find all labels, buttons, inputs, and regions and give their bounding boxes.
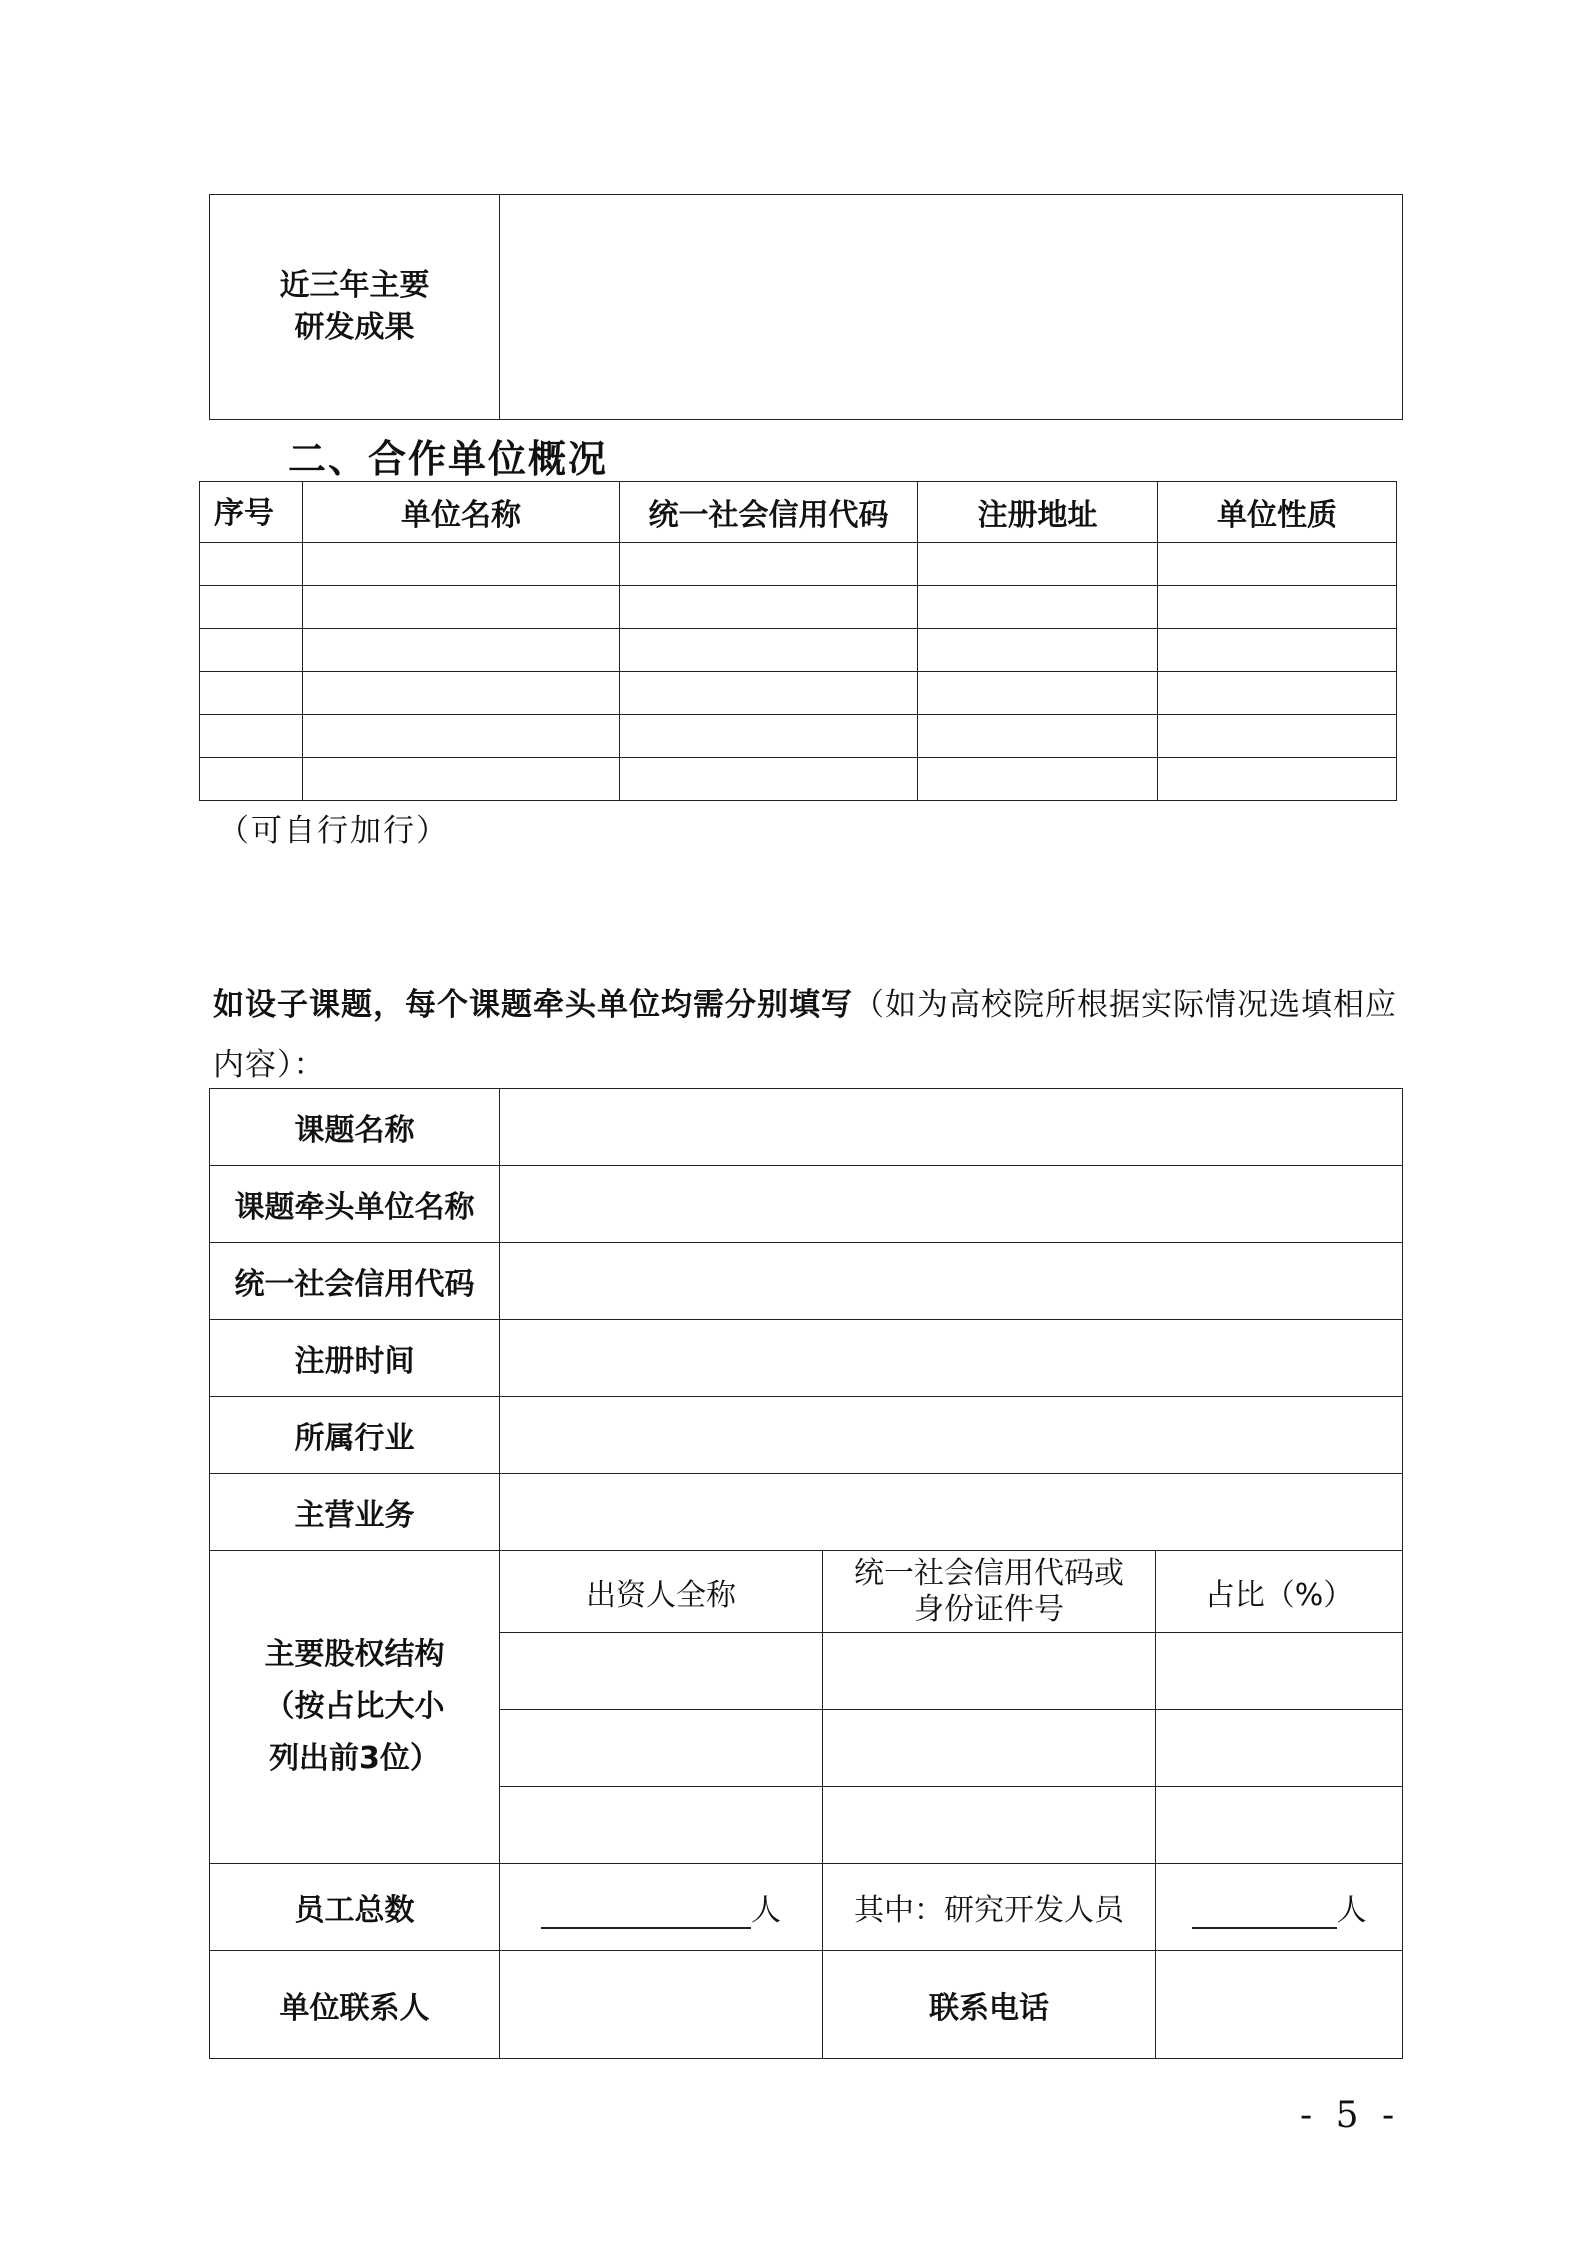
subtopic-unit-table xyxy=(209,1088,1403,2059)
field-label: 主营业务 xyxy=(210,1474,500,1551)
contact-row xyxy=(210,1951,1403,2059)
cell-input[interactable] xyxy=(620,543,918,586)
cell-input[interactable] xyxy=(918,629,1158,672)
shareholding-label xyxy=(210,1551,500,1864)
investor-header: 出资人全称 xyxy=(500,1551,823,1633)
main-business-input[interactable] xyxy=(500,1474,1403,1551)
cell-input[interactable] xyxy=(200,586,303,629)
shareholding-label-line1: 主要股权结构 xyxy=(264,1637,445,1672)
cell-input[interactable] xyxy=(918,758,1158,801)
contact-label: 单位联系人 xyxy=(210,1951,500,2059)
code-header-line1: 统一社会信用代码或 xyxy=(854,1555,1124,1591)
shareholding-label-line3: 列出前3位） xyxy=(269,1741,440,1776)
rd-staff-cell xyxy=(1156,1864,1403,1951)
topic-name-input[interactable] xyxy=(500,1089,1403,1166)
cell-input[interactable] xyxy=(200,543,303,586)
credit-code-input[interactable] xyxy=(500,1243,1403,1320)
rd-results-label-line1: 近三年主要 xyxy=(279,268,430,303)
cell-input[interactable] xyxy=(1158,586,1397,629)
field-row xyxy=(210,1320,1403,1397)
cell-input[interactable] xyxy=(200,672,303,715)
lead-unit-input[interactable] xyxy=(500,1166,1403,1243)
employees-row xyxy=(210,1864,1403,1951)
field-row xyxy=(210,1166,1403,1243)
rd-staff-input[interactable] xyxy=(1192,1893,1337,1929)
cell-input[interactable] xyxy=(1158,672,1397,715)
rd-staff-unit: 人 xyxy=(1336,1893,1367,1928)
cell-input[interactable] xyxy=(1158,758,1397,801)
code-header-line2: 身份证件号 xyxy=(914,1591,1064,1627)
cell-input[interactable] xyxy=(620,758,918,801)
table-row xyxy=(200,672,1397,715)
industry-input[interactable] xyxy=(500,1397,1403,1474)
page-number: - 5 - xyxy=(1300,2095,1401,2136)
partner-units-table xyxy=(199,481,1397,801)
cell-input[interactable] xyxy=(303,672,620,715)
partner-table-header xyxy=(200,482,1397,543)
rd-results-input[interactable] xyxy=(500,195,1403,420)
rd-results-label xyxy=(210,195,500,420)
cell-input[interactable] xyxy=(823,1710,1156,1787)
employees-total-input[interactable] xyxy=(541,1893,751,1929)
cell-input[interactable] xyxy=(918,672,1158,715)
employees-unit: 人 xyxy=(751,1893,781,1928)
phone-label: 联系电话 xyxy=(823,1951,1156,2059)
phone-input[interactable] xyxy=(1156,1951,1403,2059)
header-credit-code: 统一社会信用代码 xyxy=(620,482,918,543)
rd-results-label-line2: 研发成果 xyxy=(294,310,415,345)
header-address: 注册地址 xyxy=(918,482,1158,543)
employees-label: 员工总数 xyxy=(210,1864,500,1951)
cell-input[interactable] xyxy=(303,758,620,801)
cell-input[interactable] xyxy=(200,758,303,801)
shareholding-header-row xyxy=(210,1551,1403,1633)
cell-input[interactable] xyxy=(303,629,620,672)
cell-input[interactable] xyxy=(1156,1633,1403,1710)
header-unit-type: 单位性质 xyxy=(1158,482,1397,543)
cell-input[interactable] xyxy=(918,543,1158,586)
cell-input[interactable] xyxy=(620,629,918,672)
cell-input[interactable] xyxy=(500,1710,823,1787)
cell-input[interactable] xyxy=(620,715,918,758)
field-label: 课题牵头单位名称 xyxy=(210,1166,500,1243)
cell-input[interactable] xyxy=(918,715,1158,758)
registration-date-input[interactable] xyxy=(500,1320,1403,1397)
table-row xyxy=(200,758,1397,801)
cell-input[interactable] xyxy=(303,715,620,758)
cell-input[interactable] xyxy=(200,629,303,672)
cell-input[interactable] xyxy=(1158,543,1397,586)
field-row xyxy=(210,1397,1403,1474)
cell-input[interactable] xyxy=(1158,715,1397,758)
code-header xyxy=(823,1551,1156,1633)
field-label: 课题名称 xyxy=(210,1089,500,1166)
cell-input[interactable] xyxy=(200,715,303,758)
section-title-partners: 二、合作单位概况 xyxy=(288,437,609,481)
add-rows-note: （可自行加行） xyxy=(218,813,449,849)
cell-input[interactable] xyxy=(1156,1710,1403,1787)
cell-input[interactable] xyxy=(303,543,620,586)
subtopic-instructions xyxy=(213,975,1403,1095)
instructions-normal: （如为高校院所根据实际情况选填相应内容）： xyxy=(213,987,1397,1083)
cell-input[interactable] xyxy=(918,586,1158,629)
table-row xyxy=(200,586,1397,629)
table-row xyxy=(200,715,1397,758)
table-row xyxy=(200,543,1397,586)
header-seq: 序号 xyxy=(200,482,303,543)
cell-input[interactable] xyxy=(1156,1787,1403,1864)
shareholding-label-line2: （按占比大小 xyxy=(264,1689,445,1724)
ratio-header: 占比（%） xyxy=(1156,1551,1403,1633)
cell-input[interactable] xyxy=(620,672,918,715)
field-row xyxy=(210,1474,1403,1551)
field-row xyxy=(210,1089,1403,1166)
rd-staff-label: 其中：研究开发人员 xyxy=(823,1864,1156,1951)
cell-input[interactable] xyxy=(500,1633,823,1710)
cell-input[interactable] xyxy=(620,586,918,629)
field-label: 统一社会信用代码 xyxy=(210,1243,500,1320)
cell-input[interactable] xyxy=(1158,629,1397,672)
header-unit-name: 单位名称 xyxy=(303,482,620,543)
cell-input[interactable] xyxy=(500,1787,823,1864)
table-row xyxy=(200,629,1397,672)
contact-input[interactable] xyxy=(500,1951,823,2059)
cell-input[interactable] xyxy=(823,1633,1156,1710)
field-row xyxy=(210,1243,1403,1320)
instructions-bold: 如设子课题，每个课题牵头单位均需分别填写 xyxy=(213,987,853,1023)
cell-input[interactable] xyxy=(823,1787,1156,1864)
field-label: 所属行业 xyxy=(210,1397,500,1474)
field-label: 注册时间 xyxy=(210,1320,500,1397)
cell-input[interactable] xyxy=(303,586,620,629)
rd-results-table xyxy=(209,194,1403,420)
employees-total-cell xyxy=(500,1864,823,1951)
